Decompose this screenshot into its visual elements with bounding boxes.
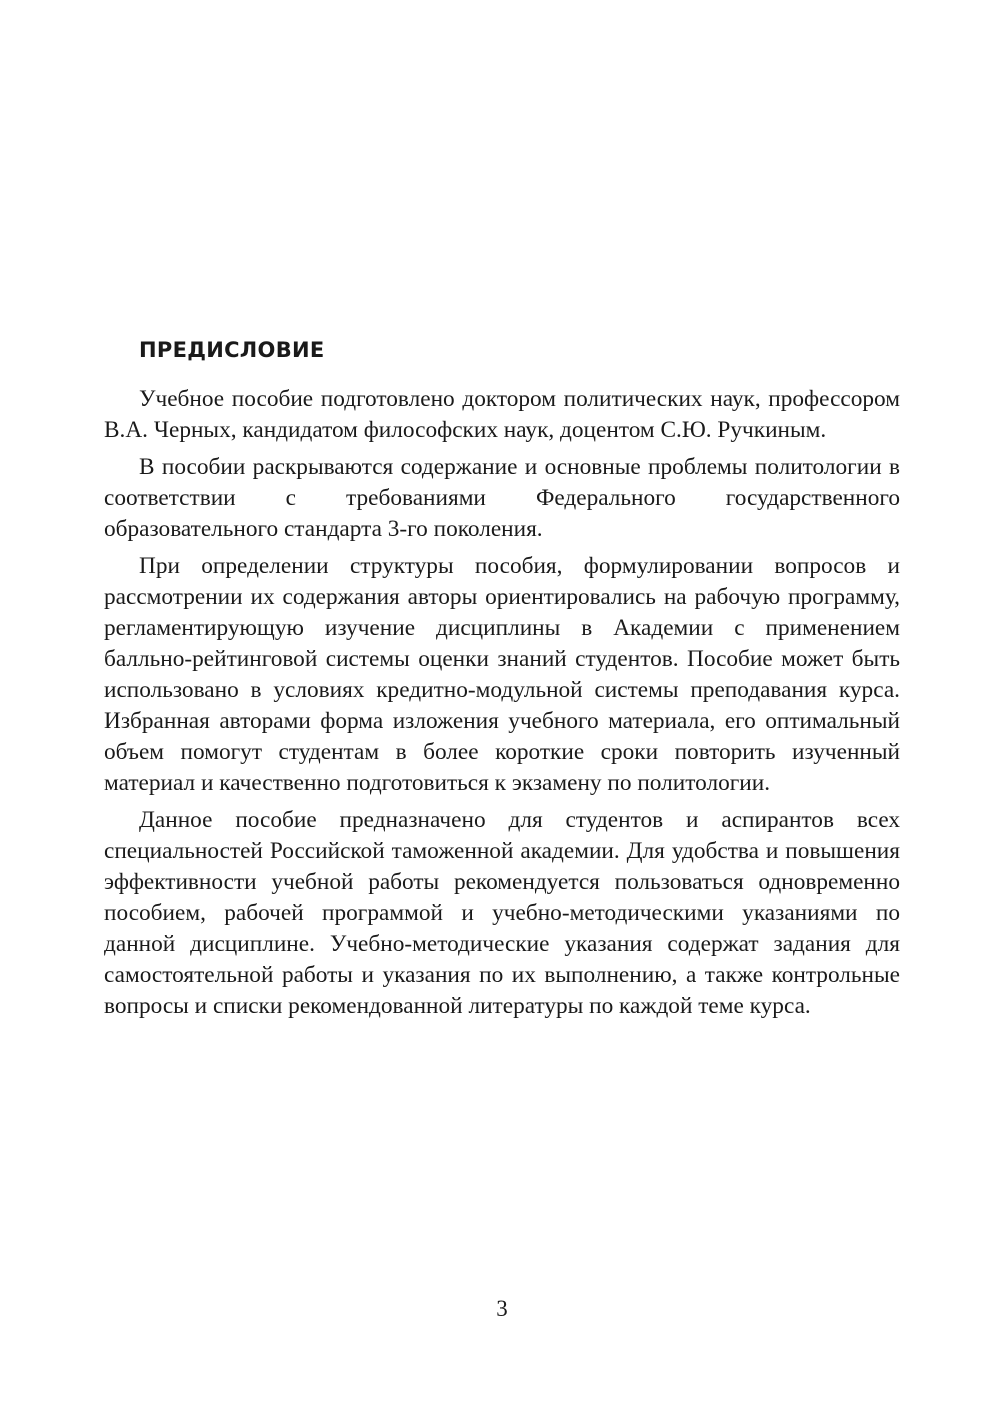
paragraph: В пособии раскрываются содержание и основные проблемы политологии в соответствии с требованиями Федерального государственного образовательного стандарта 3-го поколения.	[104, 454, 900, 542]
body-text	[104, 384, 900, 1028]
section-heading: ПРЕДИСЛОВИЕ	[139, 338, 325, 362]
page-number: 3	[496, 1296, 508, 1321]
paragraph: Учебное пособие подготовлено доктором политических наук, профессором В.А. Черных, кандидатом философских наук, доцентом С.Ю. Ручкиным.	[104, 386, 900, 443]
paragraph: Данное пособие предназначено для студентов и аспирантов всех специальностей Российской таможенной академии. Для удобства и повышения эффективности учебной работы рекомендуется пользоваться одновременно пособием, рабочей программой и учебно-методическими указаниями по данной дисциплине. Учебно-методические указания содержат задания для самостоятельной работы и указания по их выполнению, а также контрольные вопросы и списки рекомендованной литературы по каждой теме курса.	[104, 807, 900, 1019]
paragraph: При определении структуры пособия, формулировании вопросов и рассмотрении их содержания авторы ориентировались на рабочую программу, регламентирующую изучение дисциплины в Академии с применением балльно-рейтинговой системы оценки знаний студентов. Пособие может быть использовано в условиях кредитно-модульной системы преподавания курса. Избранная авторами форма изложения учебного материала, его оптимальный объем помогут студентам в более короткие сроки повторить изученный материал и качественно подготовиться к экзамену по политологии.	[104, 553, 900, 796]
